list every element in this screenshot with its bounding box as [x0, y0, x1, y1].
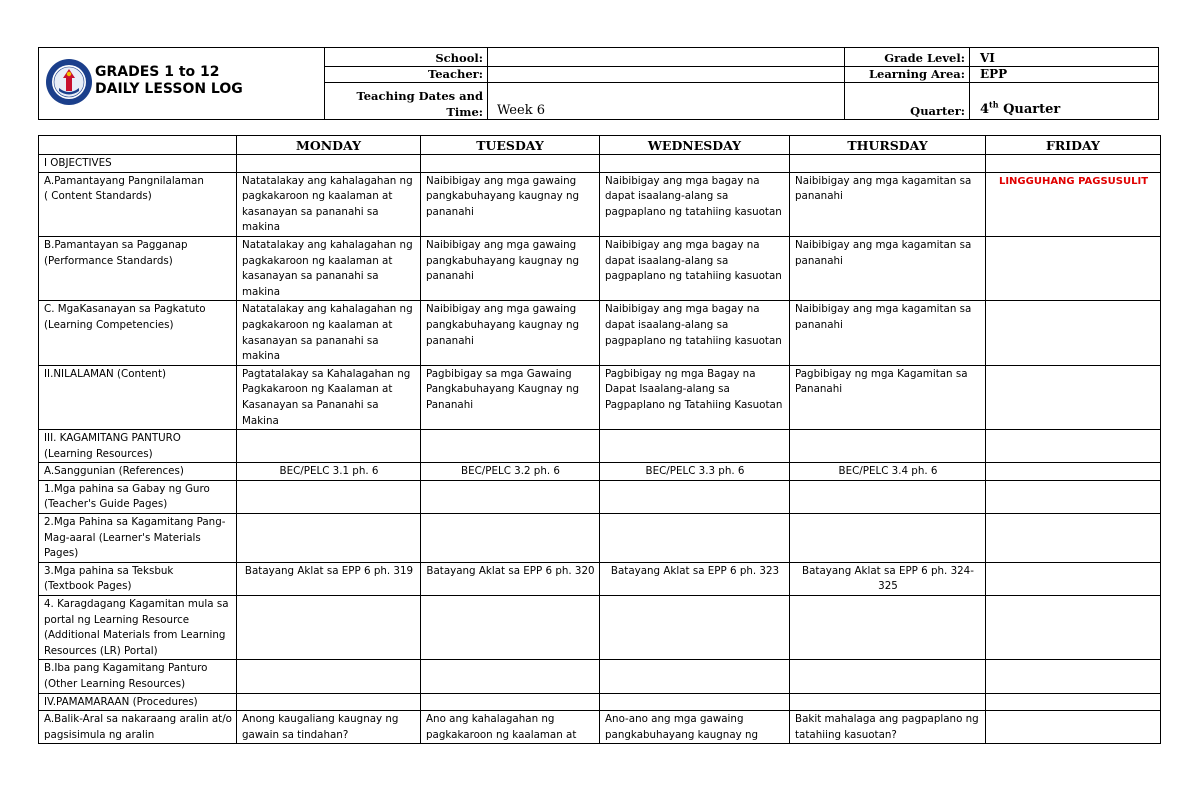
row-label: B.Pamantayan sa Pagganap (Performance Standards) — [39, 236, 237, 300]
table-cell[interactable] — [986, 562, 1161, 595]
table-cell[interactable] — [237, 155, 421, 173]
table-row — [39, 514, 1161, 563]
table-cell[interactable] — [790, 514, 986, 563]
table-cell[interactable]: Natatalakay ang kahalagahan ng pagkakaroon ng kaalaman at kasanayan sa pananahi sa makina — [237, 172, 421, 236]
table-cell[interactable] — [790, 693, 986, 711]
day-header-tuesday: TUESDAY — [421, 136, 600, 155]
table-cell[interactable] — [600, 155, 790, 173]
table-row — [39, 562, 1161, 595]
day-header-row — [39, 136, 1161, 155]
table-cell[interactable]: BEC/PELC 3.1 ph. 6 — [237, 463, 421, 481]
day-header-thursday: THURSDAY — [790, 136, 986, 155]
table-cell[interactable]: Batayang Aklat sa EPP 6 ph. 319 — [237, 562, 421, 595]
row-label: IV.PAMAMARAAN (Procedures) — [39, 693, 237, 711]
table-cell[interactable]: Naibibigay ang mga kagamitan sa pananahi — [790, 301, 986, 365]
header-block — [38, 47, 1159, 120]
table-cell[interactable]: BEC/PELC 3.2 ph. 6 — [421, 463, 600, 481]
table-cell[interactable] — [421, 480, 600, 513]
table-cell[interactable] — [790, 596, 986, 660]
table-row — [39, 172, 1161, 236]
title-line-2: DAILY LESSON LOG — [95, 81, 243, 97]
table-cell[interactable] — [986, 693, 1161, 711]
table-cell[interactable] — [790, 155, 986, 173]
teaching-dates-field[interactable]: Week 6 — [497, 103, 545, 118]
table-cell[interactable]: Pagbibigay ng mga Kagamitan sa Pananahi — [790, 365, 986, 429]
table-cell[interactable]: Pagtatalakay sa Kahalagahan ng Pagkakaroon ng Kaalaman at Kasanayan sa Pananahi sa Makina — [237, 365, 421, 429]
day-header-friday: FRIDAY — [986, 136, 1161, 155]
table-cell[interactable] — [421, 660, 600, 693]
table-cell[interactable]: Naibibigay ang mga bagay na dapat isaalang-alang sa pagpaplano ng tatahiing kasuotan — [600, 172, 790, 236]
table-row — [39, 365, 1161, 429]
day-header-monday: MONDAY — [237, 136, 421, 155]
quarter-label: Quarter: — [910, 104, 965, 118]
table-cell[interactable] — [986, 711, 1161, 744]
table-cell[interactable]: Batayang Aklat sa EPP 6 ph. 323 — [600, 562, 790, 595]
table-cell[interactable] — [421, 430, 600, 463]
table-cell[interactable]: BEC/PELC 3.3 ph. 6 — [600, 463, 790, 481]
table-cell[interactable]: LINGGUHANG PAGSUSULIT — [986, 172, 1161, 236]
table-cell[interactable] — [600, 514, 790, 563]
lesson-log-body — [39, 155, 1161, 744]
table-cell[interactable]: Batayang Aklat sa EPP 6 ph. 324-325 — [790, 562, 986, 595]
table-cell[interactable] — [986, 365, 1161, 429]
table-cell[interactable] — [986, 463, 1161, 481]
teacher-field[interactable] — [494, 67, 834, 81]
title-line-1: GRADES 1 to 12 — [95, 64, 220, 80]
table-cell[interactable] — [790, 480, 986, 513]
table-row — [39, 596, 1161, 660]
row-label: 1.Mga pahina sa Gabay ng Guro (Teacher's Guide Pages) — [39, 480, 237, 513]
table-cell[interactable]: Ano-ano ang mga gawaing pangkabuhayang kaugnay ng — [600, 711, 790, 744]
row-label: A.Balik-Aral sa nakaraang aralin at/o pagsisimula ng aralin — [39, 711, 237, 744]
learning-area-field[interactable]: EPP — [980, 67, 1008, 81]
table-cell[interactable] — [600, 660, 790, 693]
table-row — [39, 711, 1161, 744]
header-title-cell — [39, 48, 325, 119]
table-cell[interactable] — [237, 693, 421, 711]
table-cell[interactable]: Naibibigay ang mga gawaing pangkabuhayang kaugnay ng pananahi — [421, 301, 600, 365]
table-cell[interactable]: Bakit mahalaga ang pagpaplano ng tatahiing kasuotan? — [790, 711, 986, 744]
grade-level-field[interactable]: VI — [980, 51, 995, 65]
row-label: C. MgaKasanayan sa Pagkatuto (Learning Competencies) — [39, 301, 237, 365]
table-cell[interactable] — [237, 430, 421, 463]
table-cell[interactable]: Ano ang kahalagahan ng pagkakaroon ng kaalaman at — [421, 711, 600, 744]
table-cell[interactable] — [986, 480, 1161, 513]
table-cell[interactable] — [237, 480, 421, 513]
table-cell[interactable] — [986, 155, 1161, 173]
teaching-dates-label: Teaching Dates and Time: — [356, 89, 483, 119]
table-row — [39, 480, 1161, 513]
grade-level-label: Grade Level: — [884, 51, 965, 65]
table-cell[interactable]: Anong kaugaliang kaugnay ng gawain sa tindahan? — [237, 711, 421, 744]
table-cell[interactable]: Natatalakay ang kahalagahan ng pagkakaroon ng kaalaman at kasanayan sa pananahi sa makina — [237, 236, 421, 300]
table-cell[interactable] — [421, 596, 600, 660]
table-cell[interactable] — [986, 596, 1161, 660]
row-label: III. KAGAMITANG PANTURO (Learning Resources) — [39, 430, 237, 463]
quarter-field[interactable]: 4th Quarter — [980, 99, 1061, 117]
table-cell[interactable] — [237, 596, 421, 660]
deped-seal-icon — [45, 58, 93, 106]
table-cell[interactable] — [421, 693, 600, 711]
table-cell[interactable]: Naibibigay ang mga bagay na dapat isaalang-alang sa pagpaplano ng tatahiing kasuotan — [600, 236, 790, 300]
learning-area-label: Learning Area: — [868, 67, 965, 81]
table-row — [39, 660, 1161, 693]
table-cell[interactable]: Naibibigay ang mga gawaing pangkabuhayang kaugnay ng pananahi — [421, 172, 600, 236]
table-cell[interactable] — [986, 514, 1161, 563]
table-cell[interactable]: BEC/PELC 3.4 ph. 6 — [790, 463, 986, 481]
table-cell[interactable]: Naibibigay ang mga gawaing pangkabuhayang kaugnay ng pananahi — [421, 236, 600, 300]
school-field[interactable] — [494, 51, 834, 65]
teacher-label: Teacher: — [428, 67, 483, 81]
table-row — [39, 301, 1161, 365]
row-label: 3.Mga pahina sa Teksbuk (Textbook Pages) — [39, 562, 237, 595]
table-cell[interactable] — [790, 430, 986, 463]
table-cell[interactable] — [600, 693, 790, 711]
table-row — [39, 463, 1161, 481]
table-cell[interactable] — [421, 155, 600, 173]
table-cell[interactable]: Naibibigay ang mga bagay na dapat isaalang-alang sa pagpaplano ng tatahiing kasuotan — [600, 301, 790, 365]
table-row — [39, 155, 1161, 173]
table-cell[interactable]: Pagbibigay ng mga Bagay na Dapat Isaalang-alang sa Pagpaplano ng Tatahiing Kasuotan — [600, 365, 790, 429]
table-cell[interactable]: Natatalakay ang kahalagahan ng pagkakaroon ng kaalaman at kasanayan sa pananahi sa makina — [237, 301, 421, 365]
table-cell[interactable] — [790, 660, 986, 693]
lesson-log-table — [38, 135, 1161, 744]
row-label: A.Sanggunian (References) — [39, 463, 237, 481]
table-cell[interactable] — [600, 596, 790, 660]
day-header-wednesday: WEDNESDAY — [600, 136, 790, 155]
corner-cell — [39, 136, 237, 155]
table-cell[interactable] — [237, 514, 421, 563]
table-cell[interactable] — [600, 480, 790, 513]
table-cell[interactable] — [986, 430, 1161, 463]
school-label: School: — [435, 51, 483, 65]
table-cell[interactable]: Naibibigay ang mga kagamitan sa pananahi — [790, 236, 986, 300]
table-cell[interactable] — [600, 430, 790, 463]
table-cell[interactable]: Pagbibigay sa mga Gawaing Pangkabuhayang Kaugnay ng Pananahi — [421, 365, 600, 429]
table-cell[interactable] — [986, 301, 1161, 365]
row-label: B.Iba pang Kagamitang Panturo (Other Learning Resources) — [39, 660, 237, 693]
table-cell[interactable] — [421, 514, 600, 563]
row-label: II.NILALAMAN (Content) — [39, 365, 237, 429]
table-cell[interactable] — [237, 660, 421, 693]
table-cell[interactable]: Batayang Aklat sa EPP 6 ph. 320 — [421, 562, 600, 595]
page-title — [95, 64, 243, 98]
table-row — [39, 693, 1161, 711]
row-label: 2.Mga Pahina sa Kagamitang Pang-Mag-aaral (Learner's Materials Pages) — [39, 514, 237, 563]
table-row — [39, 236, 1161, 300]
table-row — [39, 430, 1161, 463]
row-label: 4. Karagdagang Kagamitan mula sa portal ng Learning Resource (Additional Materials from Learning Resources (LR) Portal) — [39, 596, 237, 660]
row-label: A.Pamantayang Pangnilalaman ( Content Standards) — [39, 172, 237, 236]
row-label: I OBJECTIVES — [39, 155, 237, 173]
table-cell[interactable] — [986, 236, 1161, 300]
table-cell[interactable]: Naibibigay ang mga kagamitan sa pananahi — [790, 172, 986, 236]
table-cell[interactable] — [986, 660, 1161, 693]
